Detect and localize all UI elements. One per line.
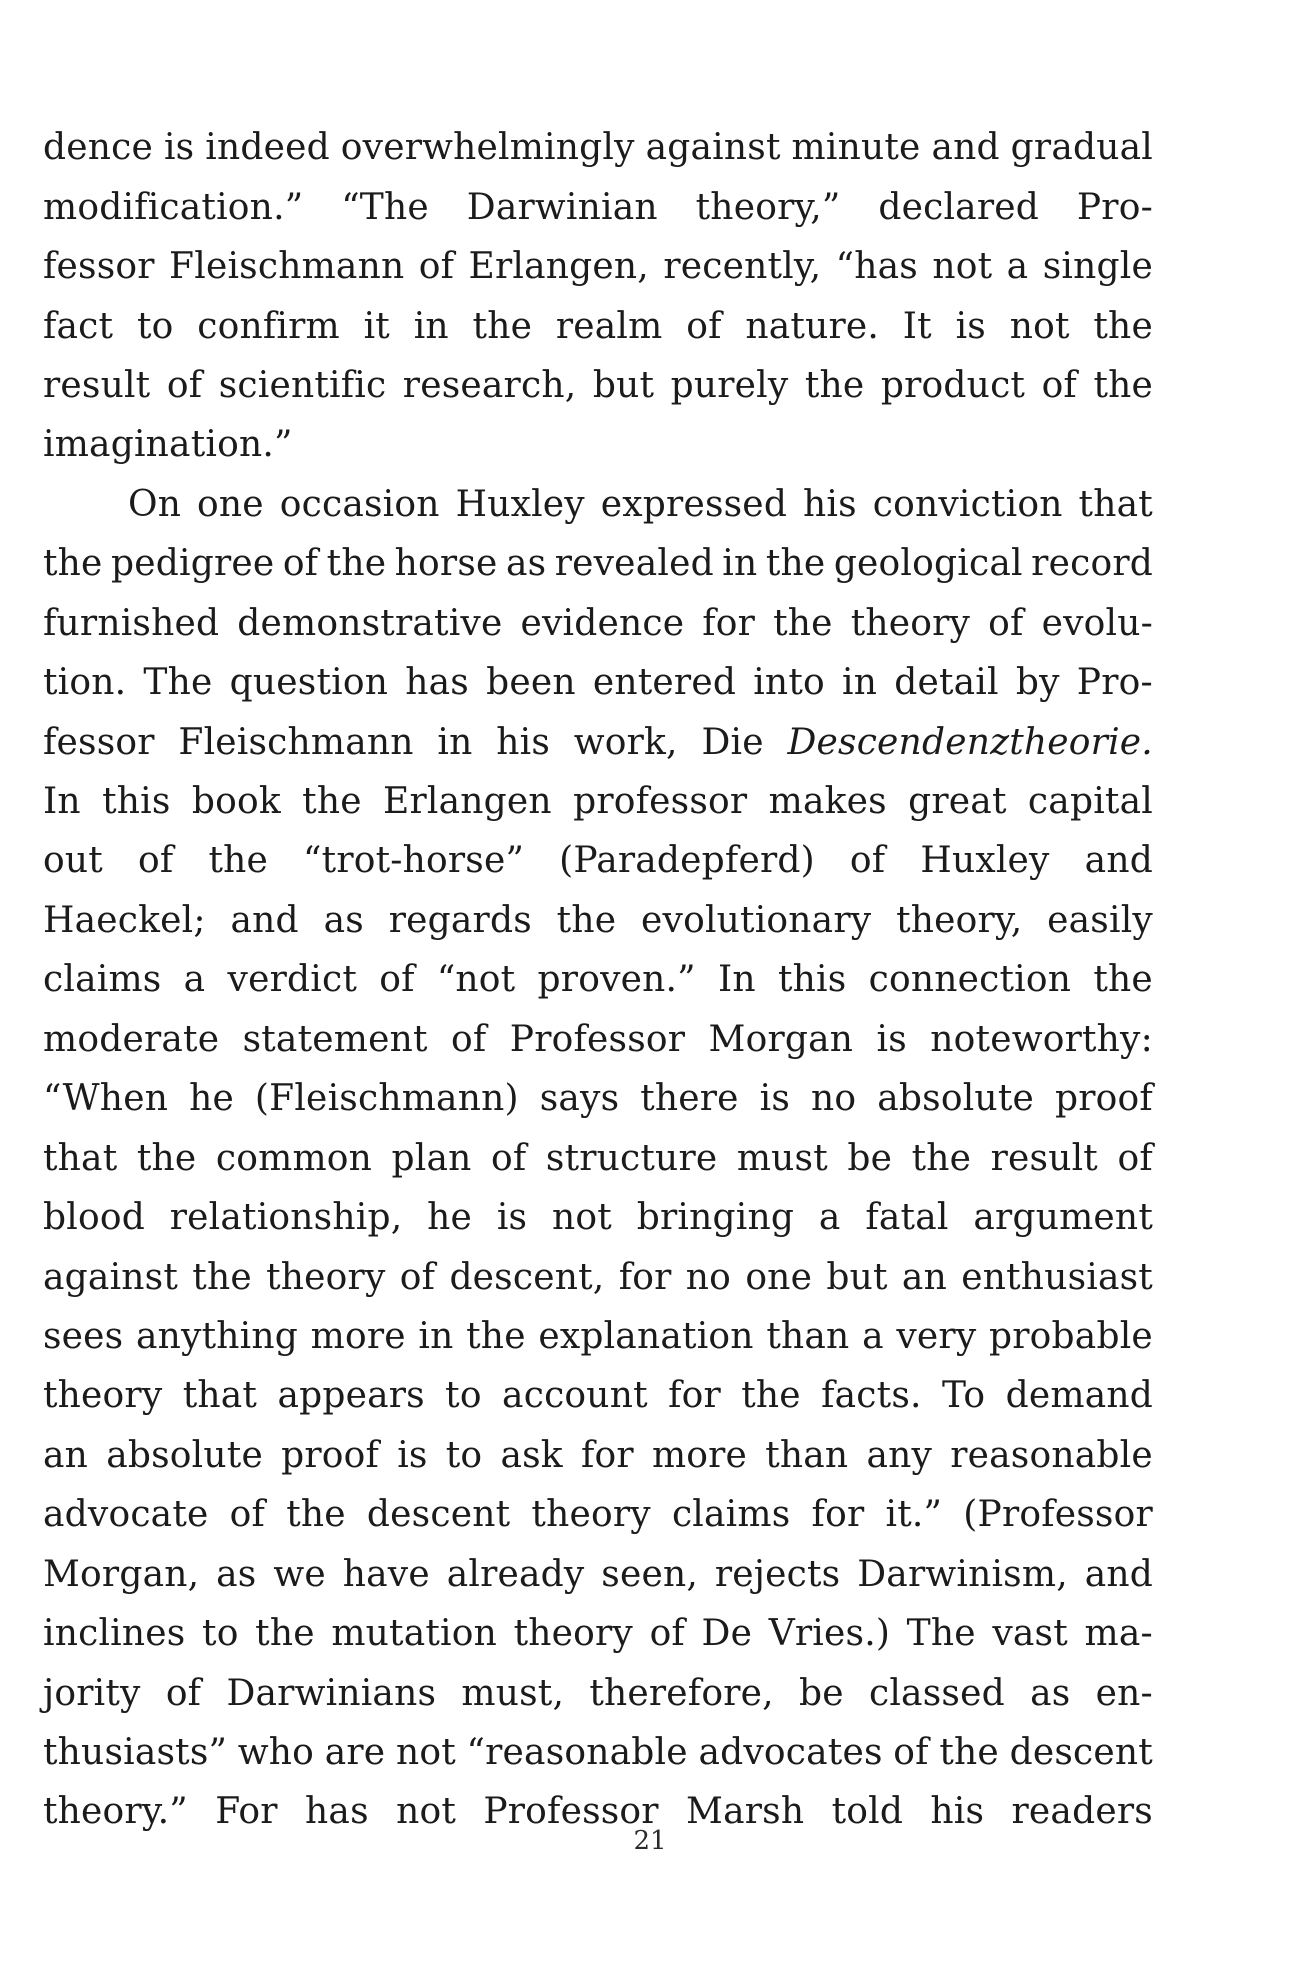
word: account	[502, 1375, 648, 1417]
word: the	[326, 543, 387, 585]
word: against	[43, 1256, 179, 1298]
word: his	[496, 721, 551, 763]
text-line	[43, 1663, 1153, 1722]
word: conviction	[872, 483, 1063, 525]
word: scientific	[218, 364, 387, 406]
word: Erlangen	[383, 781, 552, 823]
text-line	[43, 534, 1153, 593]
word: modification.”	[43, 186, 304, 228]
word: inclines	[43, 1613, 186, 1655]
word: claims	[671, 1494, 791, 1536]
word: theory,	[896, 899, 1023, 941]
word: tion.	[43, 662, 127, 704]
word: Fleischmann	[178, 721, 414, 763]
word: Pro-	[1076, 662, 1153, 704]
word: the	[804, 364, 865, 406]
word: connection	[868, 959, 1072, 1001]
word: the	[255, 1613, 315, 1655]
word: than	[765, 1434, 849, 1476]
text-line	[43, 594, 1153, 653]
word: of	[849, 840, 886, 882]
word: not	[1009, 305, 1070, 347]
word: the	[939, 1732, 999, 1774]
word: nature.	[745, 305, 880, 347]
word: (Fleischmann)	[254, 1078, 519, 1120]
word: On	[128, 483, 182, 525]
word: evolutionary	[641, 899, 872, 941]
word: Darwinian	[466, 186, 658, 228]
word: one	[745, 1256, 813, 1298]
word: demand	[1005, 1375, 1153, 1417]
word: an	[901, 1256, 947, 1298]
word: of	[649, 1613, 685, 1655]
word: to	[445, 1434, 483, 1476]
word: common	[215, 1137, 373, 1179]
word: theory,”	[695, 186, 841, 228]
word: to	[202, 1613, 239, 1655]
text-line	[43, 1545, 1153, 1604]
word: the	[466, 1315, 526, 1357]
word: of	[379, 959, 415, 1001]
word: in	[437, 721, 473, 763]
word: it.”	[885, 1494, 943, 1536]
word: be	[847, 1137, 893, 1179]
word: already	[446, 1553, 585, 1595]
word: Morgan,	[43, 1553, 200, 1595]
word: theory	[850, 602, 971, 644]
word: dence	[43, 127, 154, 169]
word: easily	[1047, 899, 1153, 941]
word: regards	[388, 899, 532, 941]
text-line	[43, 356, 1153, 415]
word: not	[552, 1197, 612, 1239]
word: absolute	[106, 1434, 263, 1476]
word: the	[472, 305, 533, 347]
word: no	[685, 1256, 732, 1298]
text-line	[43, 950, 1153, 1009]
word: the	[136, 1137, 197, 1179]
word: overwhelmingly	[340, 127, 635, 169]
word: descent	[1009, 1732, 1153, 1774]
word: are	[324, 1732, 386, 1774]
word: In	[717, 959, 756, 1001]
word: vast	[992, 1613, 1068, 1655]
word: De	[701, 1613, 753, 1655]
word: anything	[136, 1315, 298, 1357]
word: no	[811, 1078, 857, 1120]
word: there	[640, 1078, 739, 1120]
text-line	[43, 1366, 1153, 1425]
word: the	[1093, 959, 1153, 1001]
word: ask	[500, 1434, 563, 1476]
word: structure	[545, 1137, 718, 1179]
text-line	[43, 712, 1153, 771]
word: his	[803, 483, 857, 525]
word: in	[722, 543, 758, 585]
word: of	[451, 1018, 487, 1060]
word: his	[930, 1791, 985, 1833]
word: theory	[266, 1256, 386, 1298]
word: Huxley	[920, 840, 1050, 882]
word: recently,	[663, 246, 822, 288]
word: proven.”	[537, 959, 696, 1001]
word: the	[765, 543, 826, 585]
text-line	[43, 1426, 1153, 1485]
word: into	[753, 662, 825, 704]
word: the	[1093, 364, 1153, 406]
word: question	[229, 662, 389, 704]
word: (Professor	[963, 1494, 1153, 1536]
word: jority	[43, 1672, 141, 1714]
word: Vries.)	[768, 1613, 891, 1655]
word: not	[396, 1791, 457, 1833]
text-line	[43, 1247, 1153, 1306]
word: declared	[878, 186, 1040, 228]
word: “not	[436, 959, 516, 1001]
text-line	[43, 1723, 1153, 1782]
word: he	[189, 1078, 234, 1120]
word: very	[896, 1315, 977, 1357]
word: Huxley	[455, 483, 585, 525]
word: of	[418, 246, 455, 288]
text-line	[43, 177, 1153, 236]
word: theory	[531, 1494, 651, 1536]
word: descent,	[449, 1256, 605, 1298]
word: expressed	[600, 483, 788, 525]
word: but	[826, 1256, 888, 1298]
word: Erlangen,	[468, 246, 649, 288]
word: is	[496, 1197, 528, 1239]
page-number: 21	[633, 1826, 667, 1856]
word: capital	[1027, 781, 1153, 823]
text-line	[43, 118, 1153, 177]
word: gradual	[1010, 127, 1153, 169]
word: fact	[43, 305, 114, 347]
word: claims	[43, 959, 162, 1001]
word: appears	[277, 1375, 425, 1417]
word: to	[136, 305, 174, 347]
word: result	[43, 364, 151, 406]
word: of	[491, 1137, 527, 1179]
word: “has	[835, 246, 918, 288]
word: record	[1031, 543, 1153, 585]
word: in	[841, 662, 878, 704]
word: minute	[791, 127, 921, 169]
word: any	[866, 1434, 933, 1476]
word: purely	[670, 364, 789, 406]
word: must,	[461, 1672, 565, 1714]
word: theory.”	[43, 1791, 188, 1833]
text-line	[43, 475, 1153, 534]
word: for	[618, 1256, 672, 1298]
word: the	[43, 543, 103, 585]
text-line	[43, 653, 1153, 712]
word: has	[405, 662, 469, 704]
word: of	[988, 602, 1024, 644]
word: imagination.”	[43, 424, 293, 466]
word: of	[1117, 1137, 1153, 1179]
word: evolu-	[1041, 602, 1153, 644]
word: relationship,	[169, 1197, 403, 1239]
text-line	[43, 296, 1153, 355]
word: The	[906, 1613, 976, 1655]
word: seen,	[601, 1553, 699, 1595]
word: explanation	[538, 1315, 754, 1357]
word: single	[1042, 246, 1153, 288]
word: be	[799, 1672, 844, 1714]
word: has	[305, 1791, 369, 1833]
text-line	[43, 831, 1153, 890]
word: and	[230, 899, 299, 941]
text-line	[43, 891, 1153, 950]
word: proof	[1054, 1078, 1153, 1120]
word: moderate	[43, 1018, 220, 1060]
word: told	[831, 1791, 904, 1833]
word: as	[216, 1553, 257, 1595]
word: readers	[1011, 1791, 1153, 1833]
word: entered	[592, 662, 737, 704]
word: to	[445, 1375, 482, 1417]
word: thusiasts”	[43, 1732, 228, 1774]
word: Pro-	[1076, 186, 1153, 228]
word: To	[941, 1375, 986, 1417]
word: fessor	[43, 721, 155, 763]
text-line	[43, 1010, 1153, 1069]
text-line	[43, 1128, 1153, 1187]
word: probable	[989, 1315, 1153, 1357]
word: statement	[242, 1018, 428, 1060]
word: fessor	[43, 246, 155, 288]
word: the	[911, 1137, 972, 1179]
word: for	[668, 1375, 721, 1417]
word: for	[811, 1494, 865, 1536]
word: rejects	[714, 1553, 841, 1595]
word: of	[399, 1256, 436, 1298]
word: en-	[1095, 1672, 1153, 1714]
word: In	[43, 781, 81, 823]
word: Professor	[483, 1791, 659, 1833]
text-line	[43, 415, 1153, 474]
word: bringing	[636, 1197, 795, 1239]
word: ma-	[1084, 1613, 1153, 1655]
word: Morgan	[708, 1018, 854, 1060]
word: and	[1084, 1553, 1153, 1595]
word: result	[990, 1137, 1098, 1179]
word: an	[43, 1434, 89, 1476]
word: mutation	[331, 1613, 498, 1655]
word: argument	[973, 1197, 1153, 1239]
word: against	[645, 127, 781, 169]
word: For	[215, 1791, 278, 1833]
word: of	[1041, 364, 1077, 406]
word: for	[702, 602, 756, 644]
word: the	[1093, 305, 1153, 347]
word: demonstrative	[237, 602, 503, 644]
word: great	[908, 781, 1007, 823]
text-line	[43, 1485, 1153, 1544]
word: one	[197, 483, 264, 525]
word: that	[1078, 483, 1153, 525]
word: more	[651, 1434, 748, 1476]
word: theory	[513, 1613, 633, 1655]
word: professor	[573, 781, 748, 823]
word: a	[818, 1197, 841, 1239]
word: of	[166, 364, 203, 406]
word: that	[182, 1375, 258, 1417]
word: of	[686, 305, 722, 347]
word: for	[580, 1434, 634, 1476]
word: have	[342, 1553, 430, 1595]
word: enthusiast	[961, 1256, 1153, 1298]
word: noteworthy:	[930, 1018, 1153, 1060]
word: sees	[43, 1315, 124, 1357]
word: book	[191, 781, 281, 823]
word: work,	[573, 721, 678, 763]
word: “trot-horse”	[303, 840, 525, 882]
word: facts.	[821, 1375, 922, 1417]
word: research,	[402, 364, 577, 406]
word: Haeckel;	[43, 899, 206, 941]
word: this	[102, 781, 171, 823]
word: descent	[366, 1494, 511, 1536]
word: as	[1030, 1672, 1071, 1714]
word: the	[556, 899, 617, 941]
word: a	[183, 959, 206, 1001]
word: theory	[43, 1375, 163, 1417]
word: therefore,	[589, 1672, 774, 1714]
word: and	[1084, 840, 1153, 882]
word: classed	[868, 1672, 1005, 1714]
word: says	[539, 1078, 620, 1120]
word: furnished	[43, 602, 220, 644]
word: a	[1006, 246, 1029, 288]
text-line	[43, 1307, 1153, 1366]
word: confirm	[197, 305, 340, 347]
word: Darwinism,	[857, 1553, 1068, 1595]
word: must	[736, 1137, 828, 1179]
word: been	[486, 662, 576, 704]
word: and	[931, 127, 1000, 169]
word: of	[282, 543, 319, 585]
word: the	[286, 1494, 346, 1536]
word: geological	[833, 543, 1023, 585]
word: a	[862, 1315, 884, 1357]
word: occasion	[279, 483, 440, 525]
word: It	[902, 305, 932, 347]
word: not	[932, 246, 993, 288]
word: The	[143, 662, 213, 704]
word: realm	[555, 305, 663, 347]
word: Descendenztheorie.	[787, 721, 1153, 763]
word: advocate	[43, 1494, 209, 1536]
word: evidence	[520, 602, 685, 644]
word: by	[1015, 662, 1060, 704]
word: out	[43, 840, 103, 882]
word: of	[893, 1732, 929, 1774]
word: “reasonable	[466, 1732, 688, 1774]
word: the	[302, 781, 362, 823]
word: not	[395, 1732, 456, 1774]
word: is	[759, 1078, 791, 1120]
word: reasonable	[950, 1434, 1153, 1476]
text-line	[43, 1188, 1153, 1247]
word: (Paradepferd)	[559, 840, 815, 882]
word: we	[273, 1553, 326, 1595]
body-text	[43, 118, 1153, 1842]
word: pedigree	[111, 543, 275, 585]
word: advocates	[698, 1732, 883, 1774]
word: Die	[701, 721, 764, 763]
word: proof	[281, 1434, 380, 1476]
word: the	[192, 1256, 252, 1298]
word: revealed	[554, 543, 714, 585]
word: but	[592, 364, 655, 406]
word: blood	[43, 1197, 145, 1239]
text-line	[43, 1604, 1153, 1663]
word: “When	[43, 1078, 169, 1120]
text-line	[43, 772, 1153, 831]
word: Marsh	[686, 1791, 805, 1833]
word: product	[880, 364, 1026, 406]
word: Professor	[509, 1018, 686, 1060]
word: is	[397, 1434, 428, 1476]
word: is	[163, 127, 195, 169]
word: of	[229, 1494, 266, 1536]
word: detail	[894, 662, 999, 704]
word: the	[208, 840, 268, 882]
word: more	[310, 1315, 406, 1357]
word: he	[427, 1197, 473, 1239]
word: plan	[391, 1137, 472, 1179]
word: in	[418, 1315, 454, 1357]
word: of	[137, 840, 174, 882]
word: it	[363, 305, 390, 347]
word: absolute	[877, 1078, 1034, 1120]
word: than	[766, 1315, 850, 1357]
word: that	[43, 1137, 118, 1179]
word: indeed	[205, 127, 330, 169]
word: this	[777, 959, 847, 1001]
word: in	[413, 305, 449, 347]
word: makes	[768, 781, 887, 823]
word: the	[741, 1375, 801, 1417]
word: horse	[394, 543, 498, 585]
word: who	[237, 1732, 315, 1774]
word: Fleischmann	[169, 246, 405, 288]
word: verdict	[227, 959, 357, 1001]
word: as	[505, 543, 547, 585]
word: fatal	[865, 1197, 949, 1239]
word: “The	[341, 186, 429, 228]
word: as	[323, 899, 364, 941]
text-line	[43, 1069, 1153, 1128]
text-line	[43, 237, 1153, 296]
word: Darwinians	[226, 1672, 437, 1714]
word: the	[773, 602, 833, 644]
word: of	[165, 1672, 202, 1714]
word: is	[876, 1018, 907, 1060]
word: is	[955, 305, 986, 347]
